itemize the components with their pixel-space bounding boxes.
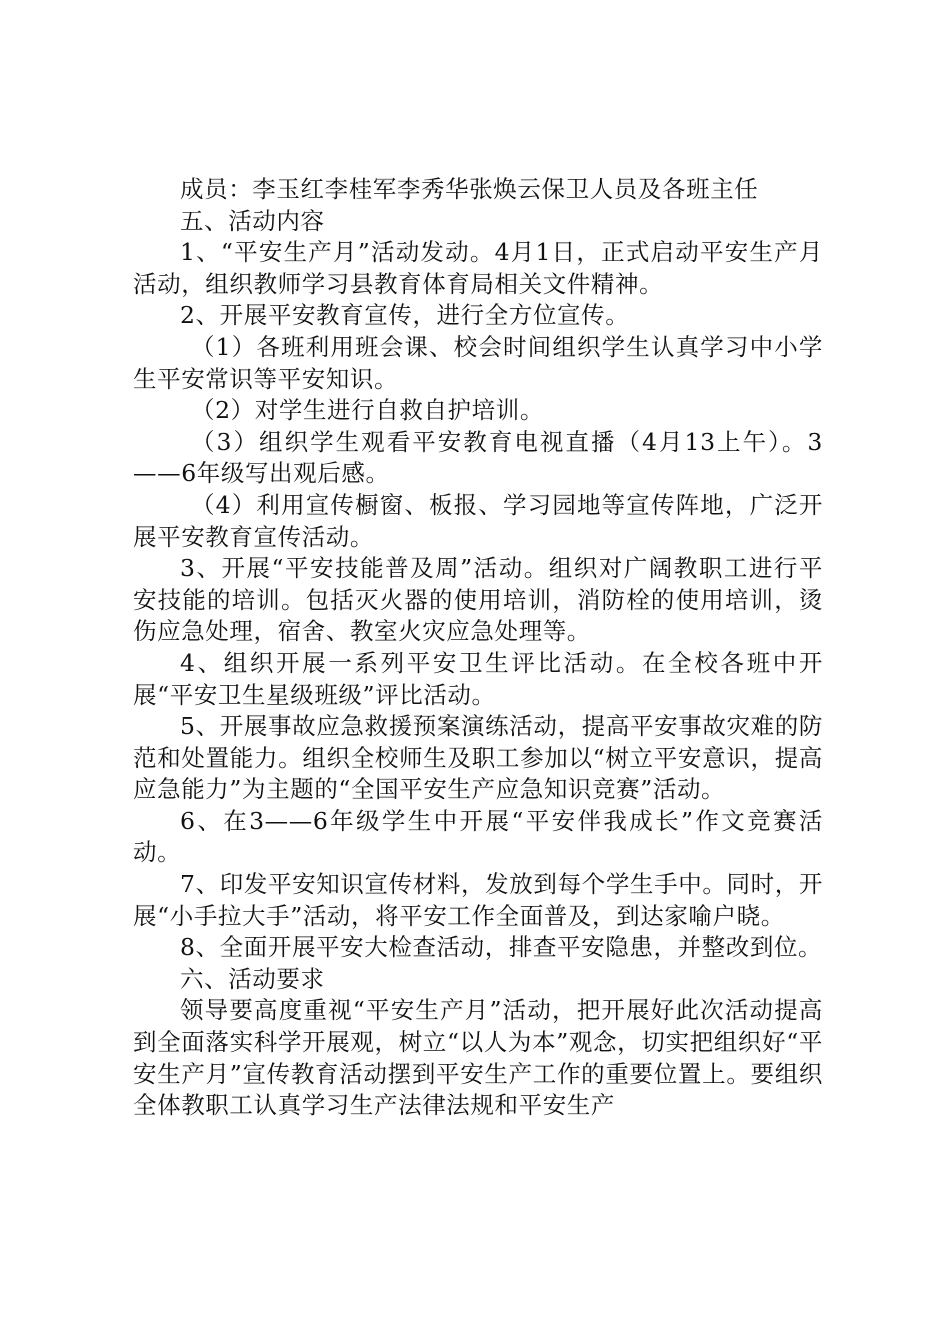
members-line: 成员：李玉红李桂军李秀华张焕云保卫人员及各班主任 <box>180 175 759 203</box>
section-heading-activity-content: 五、活动内容 <box>180 206 325 235</box>
item-5-paragraph: 5、开展事故应急救援预案演练活动，提高平安事故灾难的防范和处置能力。组织全校师生及职工参加以“树立平安意识，提高应急能力”为主题的“全国平安生产应急知识竞赛”活动。 <box>133 712 823 804</box>
subitem-4-paragraph: （4）利用宣传橱窗、板报、学习园地等宣传阵地，广泛开展平安教育宣传活动。 <box>133 490 823 551</box>
subitem-3-paragraph: （3）组织学生观看平安教育电视直播（4月13上午）。3——6年级写出观后感。 <box>133 427 823 488</box>
subitem-2-paragraph: （2）对学生进行自救自护培训。 <box>191 396 544 425</box>
document-body <box>133 174 823 1122</box>
item-2-paragraph: 2、开展平安教育宣传，进行全方位宣传。 <box>180 301 630 330</box>
subitem-1-paragraph: （1）各班利用班会课、校会时间组织学生认真学习中小学生平安常识等平安知识。 <box>133 332 823 393</box>
item-7-paragraph: 7、印发平安知识宣传材料，发放到每个学生手中。同时，开展“小手拉大手”活动，将平安工作全面普及，到达家喻户晓。 <box>133 870 823 930</box>
section-heading-activity-requirements: 六、活动要求 <box>180 964 325 993</box>
item-3-paragraph: 3、开展“平安技能普及周”活动。组织对广阔教职工进行平安技能的培训。包括灭火器的使用培训，消防栓的使用培训，烫伤应急处理，宿舍、教室火灾应急处理等。 <box>133 554 823 646</box>
item-8-paragraph: 8、全面开展平安大检查活动，排查平安隐患，并整改到位。 <box>180 933 823 962</box>
requirements-paragraph: 领导要高度重视“平安生产月”活动，把开展好此次活动提高到全面落实科学开展观，树立“以人为本”观念，切实把组织好“平安生产月”宣传教育活动摆到平安生产工作的重要位置上。要组织全体教职工认真学习生产法律法规和平安生产 <box>133 996 823 1120</box>
item-6-paragraph: 6、在3——6年级学生中开展“平安伴我成长”作文竞赛活动。 <box>133 806 823 867</box>
item-4-paragraph: 4、组织开展一系列平安卫生评比活动。在全校各班中开展“平安卫生星级班级”评比活动。 <box>133 648 823 709</box>
item-1-paragraph: 1、“平安生产月”活动发动。4月1日，正式启动平安生产月活动，组织教师学习县教育体育局相关文件精神。 <box>133 238 823 298</box>
